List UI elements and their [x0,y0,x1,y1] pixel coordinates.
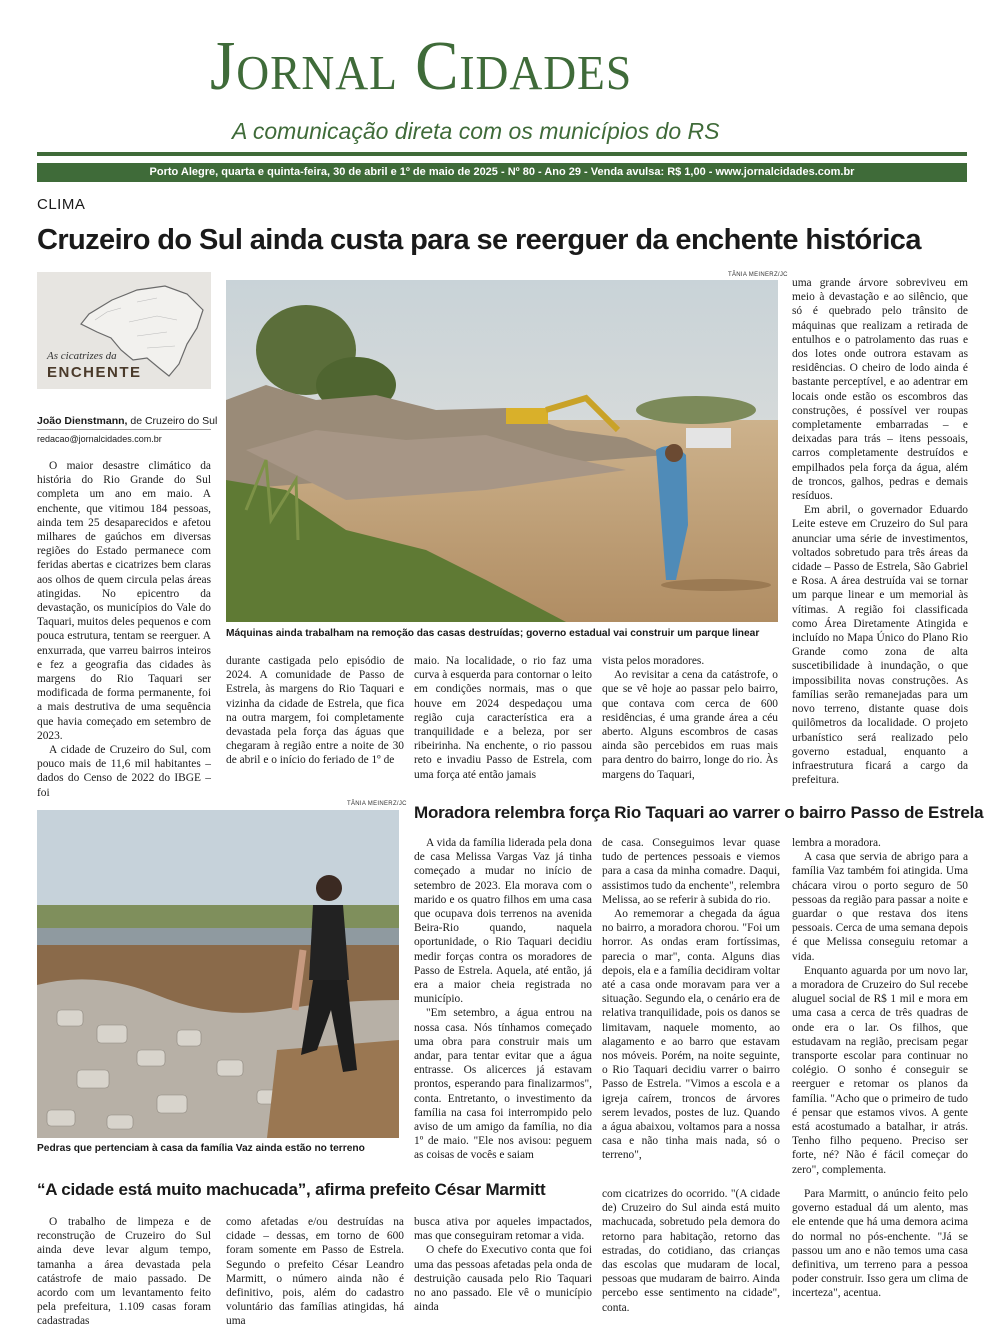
article1-col1-p2: A cidade de Cruzeiro do Sul, com pouco mais de 11,6 mil habitantes – dados do Censo de 2022 do IBGE – foi [37,744,211,799]
article3-col1-p1: O trabalho de limpeza e de reconstrução de Cruzeiro do Sul ainda deve levar algum tempo, tamanha a área devastada pela catástrofe de maio passado. De acordo com um levantamento feito pela prefeitura, 1.109 casas foram cadastradas [37,1216,211,1328]
article3-col5-p1: Para Marmitt, o anúncio feito pelo governo estadual dá um alento, mas ele entende que há uma demora acima do normal no pós-enchente. "Já se passou um ano e não temos uma casa definitiva, um terreno para a pessoa poder construir. Isso gera um clima de incerteza", acentua. [792,1188,968,1300]
article3-col5 [792,1187,968,1315]
article2-col2 [602,836,780,1162]
article2-col3-p3: Enquanto aguarda por um novo lar, a moradora de Cruzeiro do Sul recebe aluguel social de R$ 1 mil e mora em uma casa a cerca de três quadras de onde era o lar. Os filhos, que estudavam na região, precisam pegar transporte escolar para continuar no colégio. O sonho é conseguir se reerguer e retomar os planos da família. "Acho que o primeiro de tudo é pensar que estamos vivos. A gente está acostumado a batalhar, ir atrás. Tenho filho pequeno. Preciso ser forte, né? Não é fácil começar do zero", complementa. [792,964,968,1176]
article1-col4 [602,654,778,780]
byline [37,415,217,427]
logo-line1: As cicatrizes da [47,350,117,362]
article1-col5-p2: Em abril, o governador Eduardo Leite esteve em Cruzeiro do Sul para anunciar uma série de investimentos, voltados sobretudo para três áreas da cidade – Passo de Estrela, São Gabriel e Rosa. A área destruída vai se tornar um parque linear e um memorial às vítimas. A região foi classificada como Área Diretamente Atingida e incluído no Mapa Único do Plano Rio Grande como zona de alta suscetibilidade à inundação, o que impossibilita novas construções. As famílias serão remanejadas para um novo terreno, distante quase dois quilômetros da localidade. O projeto urbanístico será realizado pelo governo estadual, enquanto a infraestrutura ficará a cargo da prefeitura. [792,504,968,787]
byline-email: redacao@jornalcidades.com.br [37,434,162,444]
masthead-rule [37,152,967,156]
logo-line2: ENCHENTE [47,364,142,381]
article1-col3 [414,654,592,780]
dateline-bar: Porto Alegre, quarta e quinta-feira, 30 de abril e 1º de maio de 2025 - Nº 80 - Ano 29 - Venda avulsa: R$ 1,00 - www.jornalcidades.com.br [37,163,967,182]
article1-col5 [792,276,968,787]
article3-col3-p2: O chefe do Executivo conta que foi uma das pessoas afetadas pela onda de destruição causada pelo Rio Taquari no ano passado. Ele vê o município ainda [414,1244,592,1314]
article1-col2 [226,654,404,780]
article3-col2 [226,1215,404,1328]
article1-col5-p1: uma grande árvore sobreviveu em meio à devastação e ao silêncio, que só é quebrado pelo trânsito de máquinas que realizam a retirada de entulhos e o patrolamento das ruas e dos lotes onde outrora estavam as residências. O cheiro de lodo ainda é bastante perceptível, e ao adentrar em locais onde estão os escombros das construções, é possível ver roupas completamente embarradas – e deixadas para trás – itens pessoais, carros completamente destruídos e empilhados pela força da água, além de troncos, galhos, pedras e demais resíduos. [792,277,968,503]
article2-col1-p1: A vida da família liderada pela dona de casa Melissa Vargas Vaz já tinha começado a mudar no início de setembro de 2023. Ela morava com o marido e os quatro filhos em uma casa que ocupava dois terrenos na avenida Beira-Rio quando, naquela oportunidade, o Rio Taquari decidiu medir forças contra os moradores de Passo de Estrela. Aquela, até então, já era a maior cheia registrada no município. [414,837,592,1006]
article3-col4 [602,1187,780,1315]
byline-place: de Cruzeiro do Sul [127,415,218,427]
article3-col3-p1: busca ativa por aqueles impactados, mas que conseguiram retomar a vida. [414,1216,592,1243]
article1-col3-p1: maio. Na localidade, o rio faz uma curva à esquerda para contornar o leito em condições normais, mas o que houve em 2024 despedaçou uma região cuja característica era a tranquilidade e a beleza, por ser ribeirinha. Na enchente, o rio passou reto e invadiu Passo de Estrela, com uma força até então jamais [414,655,592,781]
photo2-credit: TÂNIA MEINERZ/JC [347,801,407,807]
photo2-caption: Pedras que pertenciam à casa da família Vaz ainda estão no terreno [37,1143,365,1154]
article2-col2-p1: de casa. Conseguimos levar quase tudo de pertences pessoais e viemos para a casa da minha comadre. Daqui, assistimos tudo da enchente", relembra Melissa, ao se referir à subida do rio. [602,837,780,906]
photo-woman-on-rubble [37,810,399,1138]
article3-col2-p1: como afetadas e/ou destruídas na cidade – dessas, em torno de 600 foram somente em Passo de Estrela. Segundo o prefeito César Leandro Marmitt, o número ainda não é definitivo, pois, além do cadastro voluntário das famílias atingidas, há uma [226,1216,404,1328]
article3-col4-p1: com cicatrizes do ocorrido. "(A cidade de) Cruzeiro do Sul ainda está muito machucada, sobretudo pela demora do retorno para habitação, retorno das estradas, do cotidiano, das crianças das escolas que mudaram de local, pessoas que mudaram de bairro. Ainda percebo esse sentimento na cidade", conta. [602,1188,780,1314]
article1-col4-p1: vista pelos moradores. [602,655,705,667]
article2-col3-p1: lembra a moradora. [792,837,881,849]
series-logo [37,272,211,389]
newspaper-subtitle: A comunicação direta com os municípios do RS [232,118,720,144]
main-headline: Cruzeiro do Sul ainda custa para se reerguer da enchente histórica [37,224,921,256]
article3-col1 [37,1215,211,1328]
article1-col1-p1: O maior desastre climático da história do Rio Grande do Sul completa um ano em maio. A enchente, que vitimou 184 pessoas, ainda tem 25 desaparecidos e afetou milhares de gaúchos em diversas regiões do Estado permanece com feridas abertas e cicatrizes bem claras aos olhos de quem circula pelas áreas atingidas. No epicentro da devastação, os municípios do Vale do Taquari, muitos deles pequenos e com pouca estrutura, tentam se reerguer. A enxurrada, que varreu bairros inteiros e fez a geografia das cidades às margens do Rio Taquari ser modificada de forma permanente, foi a mais destrutiva de uma sequência que havia começado em setembro de 2023. [37,460,211,742]
article2-headline: Moradora relembra força Rio Taquari ao varrer o bairro Passo de Estrela [414,803,984,822]
photo1-credit: TÂNIA MEINERZ/JC [728,272,788,278]
photo-demolition-site [226,280,778,622]
article1-col2-p1: durante castigada pelo episódio de 2024. A comunidade de Passo de Estrela, às margens do Rio Taquari e vizinha da cidade de Estrela, que fica na outra margem, foi completamente devastada pela força das águas que chegaram à região entre a noite de 30 de abril e o início do feriado de 1º de [226,655,404,767]
article2-col1 [414,836,592,1162]
article2-col3 [792,836,968,1176]
article2-col3-p2: A casa que servia de abrigo para a família Vaz também foi atingida. Uma chácara virou o porto seguro de 50 pessoas da região para passar a noite e guardar o que restava dos itens pessoais. Cerca de uma semana depois é que Melissa conseguiu retomar a vida. [792,851,968,963]
byline-divider [37,429,211,430]
article2-col1-p2: "Em setembro, a água entrou na nossa casa. Nós tínhamos começado uma obra para construir mais um andar, para tentar evitar que a água entrasse. Os alicerces já estavam prontos, esperando para finalizarmos", conta. Entretanto, o investimento da família na casa foi interrompido pelo aviso de um amigo da família, no dia 1º de maio. "Ele nos avisou: peguem as coisas de vocês e saiam [414,1007,592,1162]
section-label: CLIMA [37,196,86,213]
article3-headline: “A cidade está muito machucada”, afirma prefeito César Marmitt [37,1180,546,1199]
article3-col3 [414,1215,592,1315]
byline-author: João Dienstmann, [37,415,128,427]
article2-col2-p2: Ao rememorar a chegada da água no bairro, a moradora chorou. "Foi um horror. As ondas eram fortíssimas, parecia o mar", conta. Alguns dias depois, ela e a família decidiram voltar até a casa onde moravam para ver a situação. Segundo ela, o cenário era de relativa tranquilidade, pois os danos se limitavam, naquele momento, ao alagamento e ao barro que estavam nos móveis. Porém, na noite seguinte, o Rio Taquari decidiu varrer o bairro Passo de Estrela. "Vimos a escola e a igreja caírem, troncos de árvores serem levados, postes de luz. Quando a água abaixou, voltamos para a nossa casa e não tinha mais nada, só o terreno", [602,908,780,1162]
article1-col4-p2: Ao revisitar a cena da catástrofe, o que se vê hoje ao passar pelo bairro, que contava com cerca de 600 residências, é uma grande área a céu aberto. Alguns escombros de casas ainda são percebidos em ruas mais para dentro do bairro, longe do rio. Às margens do Taquari, [602,669,778,781]
photo1-caption: Máquinas ainda trabalham na remoção das casas destruídas; governo estadual vai construir um parque linear [226,628,760,639]
newspaper-title: Jornal Cidades [210,28,633,105]
article1-col1 [37,459,211,799]
